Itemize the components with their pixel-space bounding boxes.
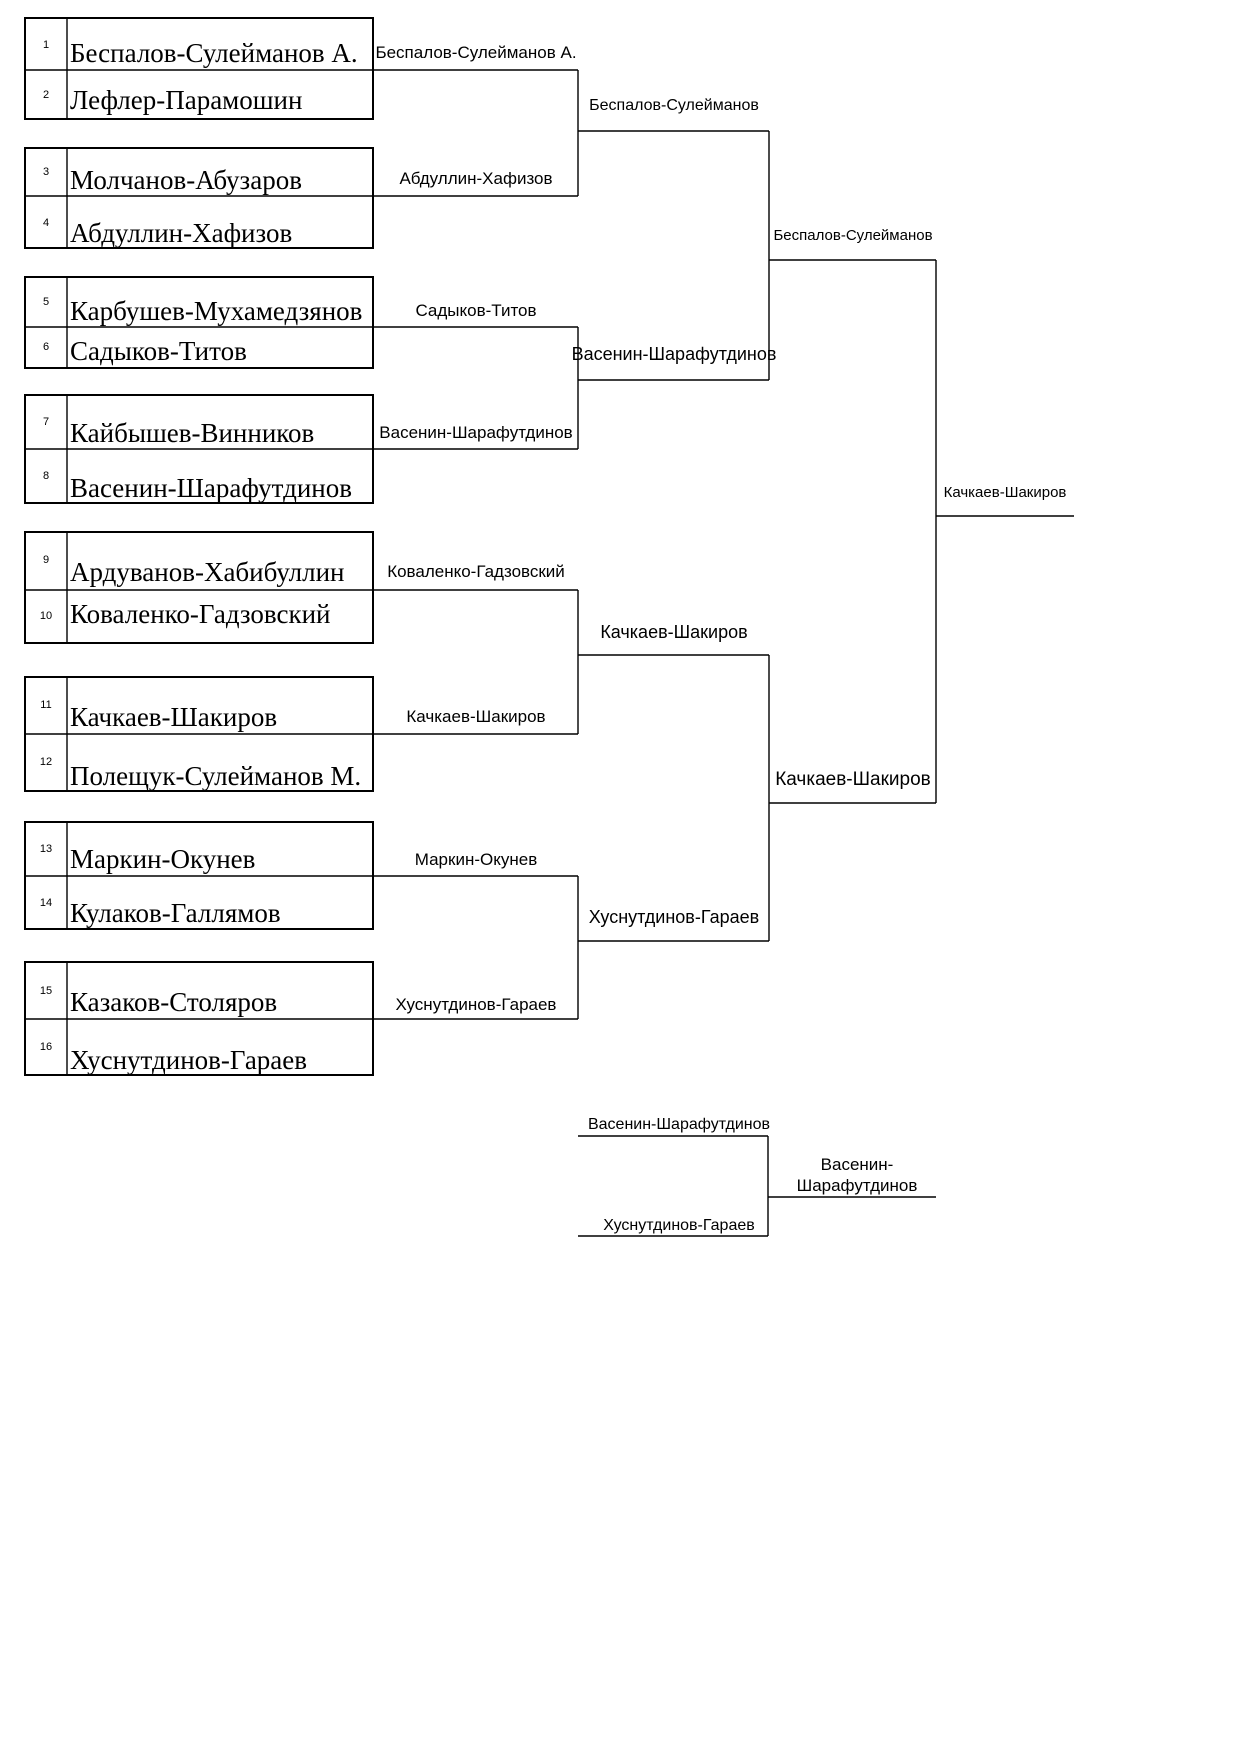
entrant-name: Полещук-Сулейманов М. xyxy=(70,761,362,791)
semifinal-winner-name: Качкаев-Шакиров xyxy=(775,769,931,790)
seed-number: 10 xyxy=(39,610,53,622)
seed-number: 5 xyxy=(42,296,50,308)
entrant-name: Кулаков-Галлямов xyxy=(70,898,281,928)
seed-number: 4 xyxy=(42,217,50,229)
round2-winner-name: Хуснутдинов-Гараев xyxy=(395,995,557,1014)
seed-number: 13 xyxy=(39,843,53,855)
entrant-name: Маркин-Окунев xyxy=(70,844,256,874)
entrant-name: Казаков-Столяров xyxy=(70,987,278,1017)
entrant-name: Ардуванов-Хабибуллин xyxy=(70,557,345,587)
third-place-player: Хуснутдинов-Гараев xyxy=(603,1217,755,1234)
seed-number: 1 xyxy=(42,39,50,51)
round2-winner-name: Васенин-Шарафутдинов xyxy=(379,423,573,442)
third-place-winner-name: Шарафутдинов xyxy=(796,1176,918,1195)
champion-name: Качкаев-Шакиров xyxy=(943,484,1067,501)
seed-number: 12 xyxy=(39,756,53,768)
third-place-winner-name: Васенин- xyxy=(820,1155,894,1174)
entrant-name: Хуснутдинов-Гараев xyxy=(70,1045,308,1075)
third-place-player: Васенин-Шарафутдинов xyxy=(587,1116,771,1133)
seed-number: 14 xyxy=(39,897,53,909)
entrant-name: Лефлер-Парамошин xyxy=(70,85,303,115)
seed-number: 3 xyxy=(42,166,50,178)
seed-number: 15 xyxy=(39,985,53,997)
seed-number: 7 xyxy=(42,416,50,428)
seed-number: 11 xyxy=(40,699,52,711)
round2-winner-name: Маркин-Окунев xyxy=(414,850,538,869)
quarterfinal-winner-name: Беспалов-Сулейманов xyxy=(589,97,759,114)
round2-winner-name: Абдуллин-Хафизов xyxy=(399,169,553,188)
round2-winner-name: Садыков-Титов xyxy=(415,301,537,320)
entrant-name: Карбушев-Мухамедзянов xyxy=(70,296,363,326)
seed-number: 8 xyxy=(42,470,50,482)
round2-winner-name: Коваленко-Гадзовский xyxy=(387,562,565,581)
entrant-name: Молчанов-Абузаров xyxy=(70,165,302,195)
round2-winner-name: Качкаев-Шакиров xyxy=(406,707,546,726)
entrant-name: Васенин-Шарафутдинов xyxy=(70,473,352,503)
entrant-name: Кайбышев-Винников xyxy=(70,418,315,448)
entrant-name: Беспалов-Сулейманов А. xyxy=(70,38,358,68)
quarterfinal-winner-name: Васенин-Шарафутдинов xyxy=(571,344,777,364)
entrant-name: Коваленко-Гадзовский xyxy=(70,599,331,629)
bracket-labels xyxy=(40,38,1067,1234)
semifinal-winner-name: Беспалов-Сулейманов xyxy=(773,227,933,244)
quarterfinal-winner-name: Качкаев-Шакиров xyxy=(600,622,748,642)
seed-number: 9 xyxy=(42,554,50,566)
entrant-name: Качкаев-Шакиров xyxy=(70,702,278,732)
seed-number: 16 xyxy=(39,1041,53,1053)
quarterfinal-winner-name: Хуснутдинов-Гараев xyxy=(588,907,760,927)
seed-number: 2 xyxy=(42,89,50,101)
round2-winner-name: Беспалов-Сулейманов А. xyxy=(375,43,577,62)
seed-number: 6 xyxy=(42,341,50,353)
entrant-name: Садыков-Титов xyxy=(70,336,247,366)
entrant-name: Абдуллин-Хафизов xyxy=(70,218,293,248)
